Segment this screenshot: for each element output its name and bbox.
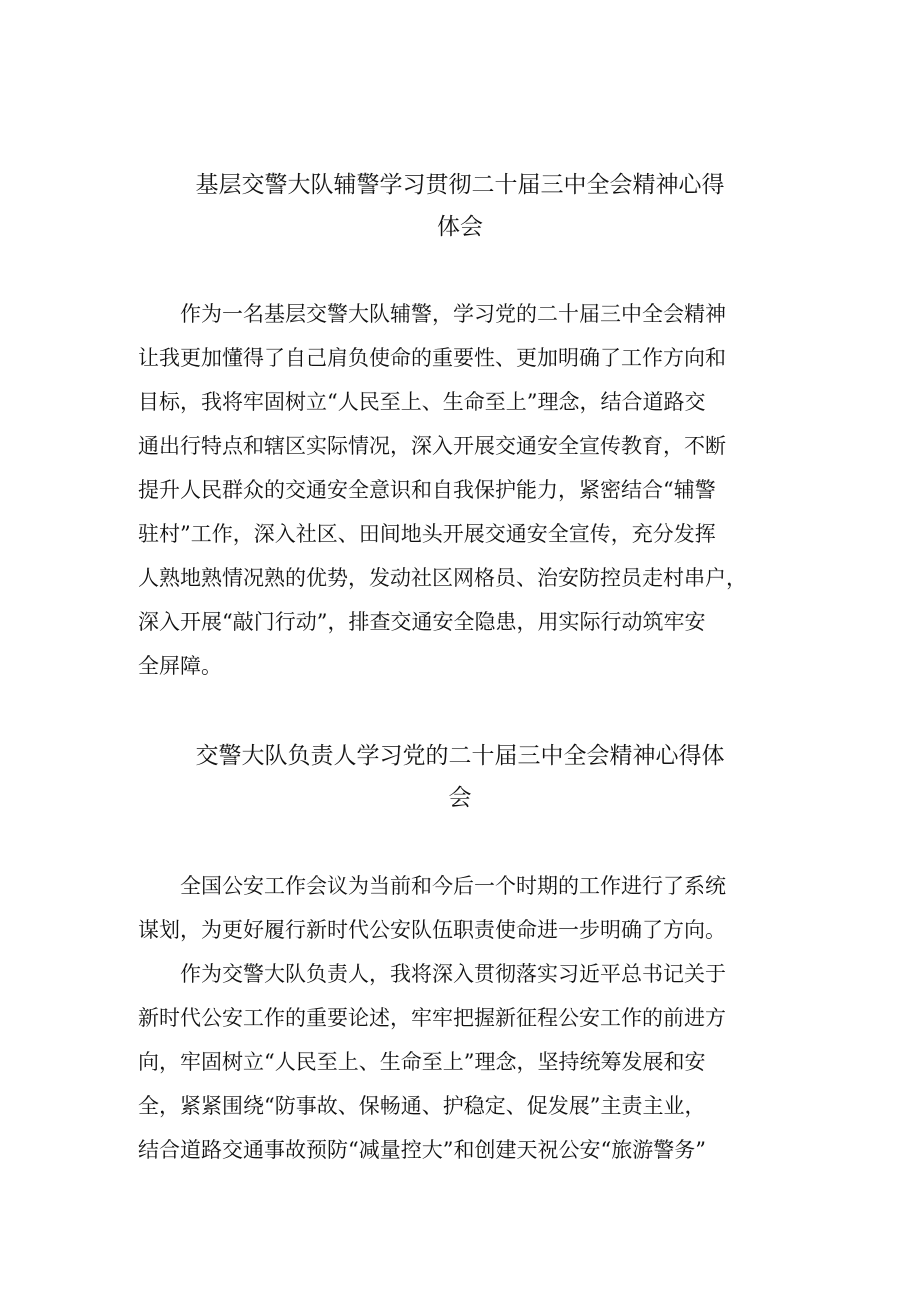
paragraph-line: 人熟地熟情况熟的优势，发动社区网格员、治安防控员走村串户， xyxy=(138,566,747,590)
paragraph-line: 提升人民群众的交通安全意识和自我保护能力，紧密结合“辅警 xyxy=(138,478,716,502)
section-1-title-line-1: 基层交警大队辅警学习贯彻二十届三中全会精神心得 xyxy=(195,172,725,198)
paragraph-line: 全国公安工作会议为当前和今后一个时期的工作进行了系统 xyxy=(180,874,726,898)
paragraph-line: 新时代公安工作的重要论述，牢牢把握新征程公安工作的前进方 xyxy=(138,1006,726,1030)
paragraph-line: 向，牢固树立“人民至上、生命至上”理念，坚持统筹发展和安 xyxy=(138,1050,706,1074)
paragraph-line: 作为交警大队负责人，我将深入贯彻落实习近平总书记关于 xyxy=(180,962,726,986)
paragraph-line: 深入开展“敲门行动”，排查交通安全隐患，用实际行动筑牢安 xyxy=(138,610,706,634)
section-2-title xyxy=(140,735,780,819)
paragraph-line: 目标，我将牢固树立“人民至上、生命至上”理念，结合道路交 xyxy=(138,390,706,414)
paragraph-line: 让我更加懂得了自己肩负使命的重要性、更加明确了工作方向和 xyxy=(138,346,726,370)
paragraph-line: 结合道路交通事故预防“减量控大”和创建天祝公安“旅游警务” xyxy=(138,1138,706,1162)
section-1-body xyxy=(138,292,798,688)
paragraph-line: 通出行特点和辖区实际情况，深入开展交通安全宣传教育，不断 xyxy=(138,434,726,458)
section-2-body xyxy=(138,864,798,1172)
section-1-paragraph-1 xyxy=(138,292,798,688)
section-2-paragraph-1 xyxy=(138,864,798,952)
paragraph-line: 谋划，为更好履行新时代公安队伍职责使命进一步明确了方向。 xyxy=(138,918,726,942)
section-2-title-line-2: 会 xyxy=(448,785,472,811)
section-2-title-line-1: 交警大队负责人学习党的二十届三中全会精神心得体 xyxy=(195,743,725,769)
paragraph-line: 驻村”工作，深入社区、田间地头开展交通安全宣传，充分发挥 xyxy=(138,522,716,546)
paragraph-line: 全屏障。 xyxy=(138,654,222,678)
section-1-title xyxy=(140,164,780,248)
paragraph-line: 全，紧紧围绕“防事故、保畅通、护稳定、促发展”主责主业， xyxy=(138,1094,706,1118)
section-1-title-line-2: 体会 xyxy=(437,214,483,240)
paragraph-line: 作为一名基层交警大队辅警，学习党的二十届三中全会精神 xyxy=(180,302,726,326)
section-2-paragraph-2 xyxy=(138,952,798,1172)
